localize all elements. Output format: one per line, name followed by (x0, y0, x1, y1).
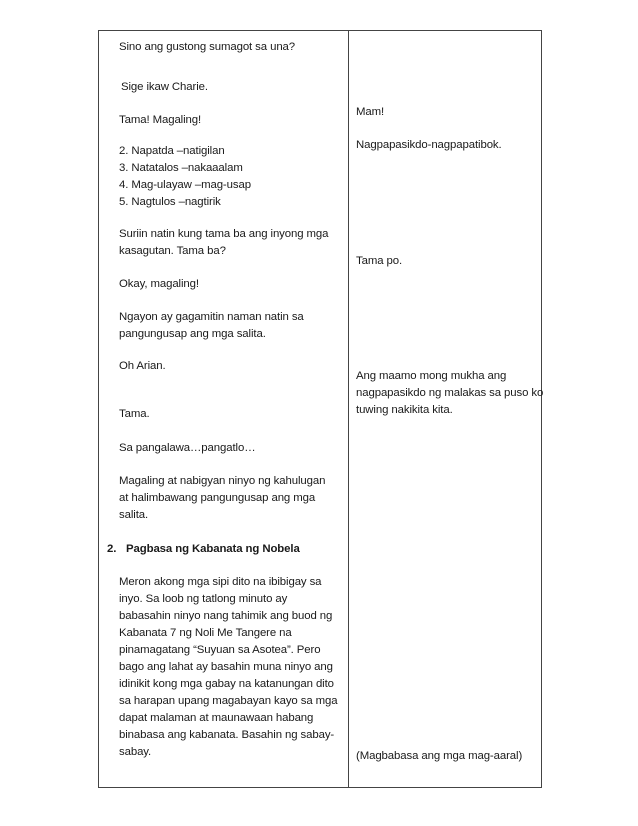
vocab-item: 5. Nagtulos –nagtirik (119, 196, 221, 208)
section-number: 2. (107, 543, 117, 555)
vocab-item: 2. Napatda –natigilan (119, 145, 225, 157)
student-line: Tama po. (356, 255, 403, 267)
student-line: nagpapasikdo ng malakas sa puso ko (356, 387, 544, 399)
paragraph-line: bago ang lahat ay basahin muna ninyo ang (119, 661, 333, 673)
paragraph-line: pinamagatang “Suyuan sa Asotea”. Pero (119, 644, 321, 656)
paragraph-line: binabasa ang kabanata. Basahin ng sabay- (119, 729, 335, 741)
teacher-line: Sa pangalawa…pangatlo… (119, 442, 256, 454)
student-line: (Magbabasa ang mga mag-aaral) (356, 750, 523, 762)
teacher-line: Oh Arian. (119, 360, 166, 372)
student-line: Mam! (356, 106, 385, 118)
vocab-item: 4. Mag-ulayaw –mag-usap (119, 179, 251, 191)
teacher-line: Okay, magaling! (119, 278, 199, 290)
student-line: tuwing nakikita kita. (356, 404, 453, 416)
paragraph-line: idinikit kong mga gabay na katanungan dito (119, 678, 334, 690)
student-line: Ang maamo mong mukha ang (356, 370, 507, 382)
vocab-item: 3. Natatalos –nakaaalam (119, 162, 243, 174)
teacher-line: Tama! Magaling! (119, 114, 202, 126)
paragraph-line: Meron akong mga sipi dito na ibibigay sa (119, 576, 322, 588)
student-line: Nagpapasikdo-nagpapatibok. (356, 139, 502, 151)
teacher-line: Magaling at nabigyan ninyo ng kahulugan (119, 475, 326, 487)
paragraph-line: sa harapan upang magabayan kayo sa mga (119, 695, 338, 707)
teacher-line: Ngayon ay gagamitin naman natin sa (119, 311, 304, 323)
teacher-line: Suriin natin kung tama ba ang inyong mga (119, 228, 329, 240)
paragraph-line: dapat malaman at maunawaan habang (119, 712, 314, 724)
teacher-line: salita. (119, 509, 149, 521)
teacher-line: Sino ang gustong sumagot sa una? (119, 41, 296, 53)
column-divider (348, 30, 349, 788)
teacher-line: Tama. (119, 408, 150, 420)
paragraph-line: inyo. Sa loob ng tatlong minuto ay (119, 593, 288, 605)
paragraph-line: Kabanata 7 ng Noli Me Tangere na (119, 627, 292, 639)
section-title: Pagbasa ng Kabanata ng Nobela (126, 543, 300, 555)
teacher-line: kasagutan. Tama ba? (119, 245, 226, 257)
teacher-line: pangungusap ang mga salita. (119, 328, 266, 340)
paragraph-line: sabay. (119, 746, 152, 758)
teacher-line: Sige ikaw Charie. (121, 81, 208, 93)
teacher-line: at halimbawang pangungusap ang mga (119, 492, 316, 504)
paragraph-line: babasahin ninyo nang tahimik ang buod ng (119, 610, 333, 622)
